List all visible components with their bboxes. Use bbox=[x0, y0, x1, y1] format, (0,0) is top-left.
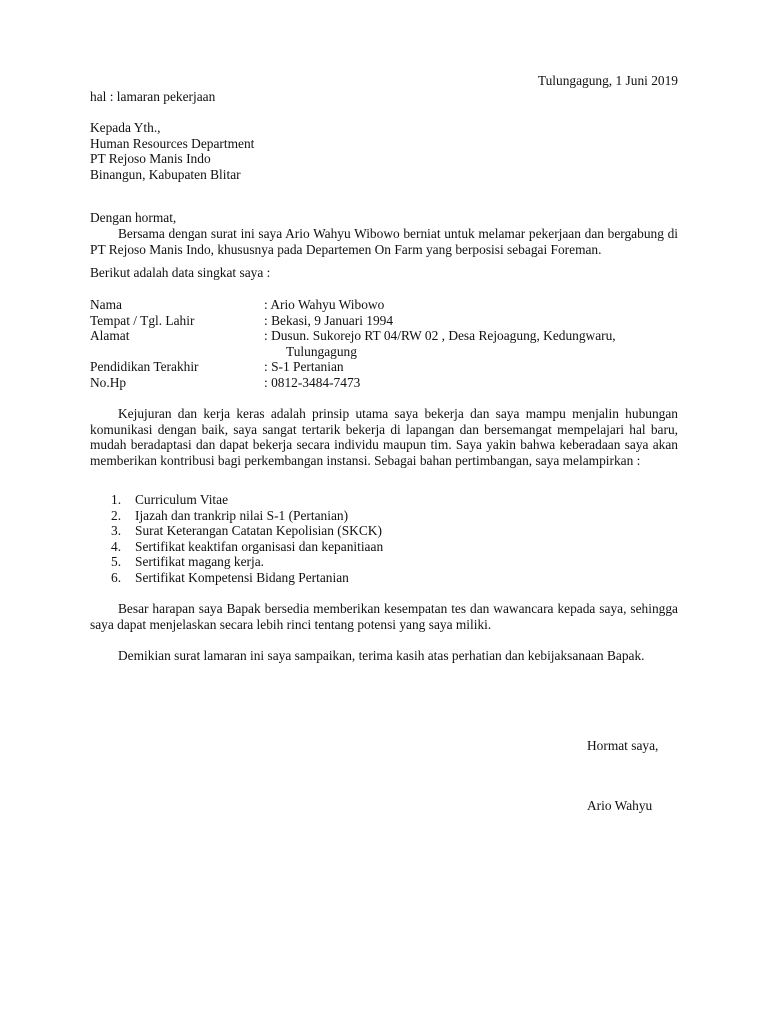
closing-greeting: Hormat saya, bbox=[587, 738, 659, 753]
signer-name: Ario Wahyu bbox=[587, 798, 653, 813]
list-item bbox=[111, 492, 383, 508]
info-label: Tempat / Tgl. Lahir bbox=[90, 312, 195, 328]
info-label: Pendidikan Terakhir bbox=[90, 359, 199, 375]
info-value: : Dusun. Sukorejo RT 04/RW 02 , Desa Rejoagung, Kedungwaru, bbox=[264, 328, 616, 344]
info-row-phone bbox=[90, 375, 678, 391]
recipient-line: Human Resources Department bbox=[90, 135, 255, 151]
info-row-education bbox=[90, 359, 678, 375]
salutation: Dengan hormat, bbox=[90, 210, 177, 225]
list-item-text: Sertifikat keaktifan organisasi dan kepanitiaan bbox=[135, 538, 384, 554]
list-item-text: Curriculum Vitae bbox=[135, 492, 229, 507]
list-item-text: Sertifikat magang kerja. bbox=[135, 554, 265, 570]
info-row-name bbox=[90, 297, 678, 313]
list-item bbox=[111, 570, 383, 586]
data-intro: Berikut adalah data singkat saya : bbox=[90, 265, 271, 280]
list-item-number: 1. bbox=[111, 492, 122, 507]
list-item-text: Sertifikat Kompetensi Bidang Pertanian bbox=[135, 569, 349, 585]
info-address-continuation: Tulungagung bbox=[286, 343, 357, 359]
attachments-list bbox=[111, 492, 383, 586]
list-item-number: 6. bbox=[111, 569, 122, 585]
motivation-paragraph: Kejujuran dan kerja keras adalah prinsip utama saya bekerja dan saya mampu menjalin hubungan komunikasi dengan baik, saya sangat tertarik bekerja di lapangan dan bersemangat mempelajari hal baru, mudah beradaptasi dan dapat bekerja secara individu maupun tim. Saya yakin bahwa keberadaan saya akan memberikan kontribusi bagi perkembangan instansi. Sebagai bahan pertimbangan, saya melampirkan : bbox=[90, 406, 678, 468]
info-value: : S-1 Pertanian bbox=[264, 359, 344, 375]
hope-paragraph: Besar harapan saya Bapak bersedia memberikan kesempatan tes dan wawancara kepada saya, sehingga saya dapat menjelaskan secara lebih rinci tentang potensi yang saya miliki. bbox=[90, 601, 678, 632]
intro-paragraph: Bersama dengan surat ini saya Ario Wahyu Wibowo berniat untuk melamar pekerjaan dan bergabung di PT Rejoso Manis Indo, khususnya pada Departemen On Farm yang berposisi sebagai Foreman. bbox=[90, 226, 678, 257]
recipient-address bbox=[90, 120, 678, 182]
list-item-number: 2. bbox=[111, 507, 122, 523]
list-item-number: 3. bbox=[111, 523, 122, 539]
info-label: No.Hp bbox=[90, 374, 127, 390]
list-item-number: 4. bbox=[111, 538, 122, 554]
place-date: Tulungagung, 1 Juni 2019 bbox=[537, 73, 678, 88]
letter-subject: hal : lamaran pekerjaan bbox=[90, 89, 216, 104]
info-value: : Bekasi, 9 Januari 1994 bbox=[264, 312, 394, 328]
info-label: Alamat bbox=[90, 328, 130, 344]
list-item bbox=[111, 523, 383, 539]
recipient-line: Binangun, Kabupaten Blitar bbox=[90, 166, 241, 182]
applicant-info bbox=[90, 297, 678, 391]
list-item-number: 5. bbox=[111, 554, 122, 570]
info-label: Nama bbox=[90, 297, 122, 312]
info-value: : 0812-3484-7473 bbox=[264, 374, 361, 390]
info-row-birth bbox=[90, 313, 678, 329]
list-item bbox=[111, 554, 383, 570]
recipient-line: Kepada Yth., bbox=[90, 120, 161, 135]
list-item-text: Surat Keterangan Catatan Kepolisian (SKCK) bbox=[135, 523, 382, 539]
list-item bbox=[111, 508, 383, 524]
info-value: : Ario Wahyu Wibowo bbox=[264, 297, 385, 312]
info-row-address bbox=[90, 328, 678, 344]
recipient-line: PT Rejoso Manis Indo bbox=[90, 151, 211, 167]
list-item bbox=[111, 539, 383, 555]
closing-paragraph: Demikian surat lamaran ini saya sampaikan, terima kasih atas perhatian dan kebijaksanaan Bapak. bbox=[118, 648, 645, 663]
list-item-text: Ijazah dan trankrip nilai S-1 (Pertanian) bbox=[135, 507, 349, 523]
